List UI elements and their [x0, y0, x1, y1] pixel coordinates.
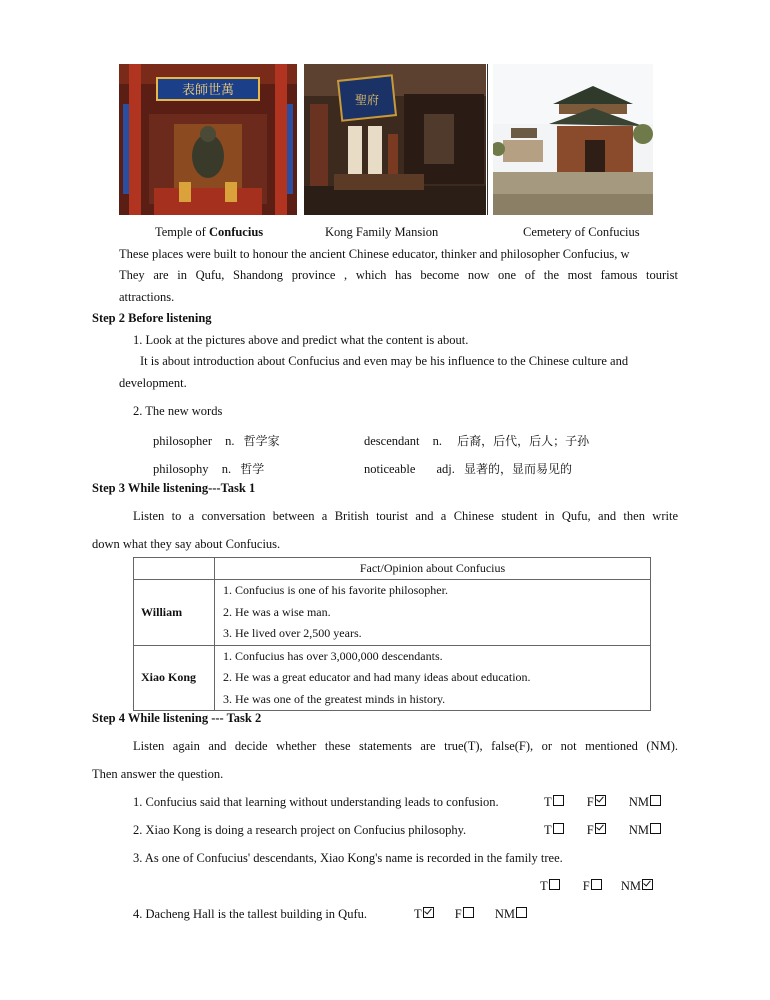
checkbox-f[interactable] [591, 879, 602, 890]
checkbox-f[interactable] [463, 907, 474, 918]
list-item: 1. Confucius has over 3,000,000 descendants. [223, 648, 443, 663]
caption-temple-bold: Confucius [208, 225, 264, 239]
statement-2: 2. Xiao Kong is doing a research project on Confucius philosophy. [133, 823, 467, 837]
option-nm-label: NM [620, 879, 641, 893]
cemetery-photo [493, 64, 653, 215]
list-item: 3. He lived over 2,500 years. [223, 626, 362, 640]
step2-answer-line1: It is about introduction about Confucius and even may be his influence to the Chinese culture and [140, 354, 629, 368]
option-t-label: T [540, 879, 548, 893]
word-descendant [364, 432, 589, 449]
intro-line-1: These places were built to honour the ancient Chinese educator, thinker and philosopher Confucius, w [119, 247, 630, 261]
step4-instr-line2: Then answer the question. [92, 767, 224, 781]
word-term: philosophy [153, 462, 209, 476]
intro-line-2: They are in Qufu, Shandong province , which has become now one of the most famous tourist [119, 268, 678, 282]
caption-temple [155, 225, 263, 240]
word-term: descendant [364, 434, 420, 448]
speaker-items [215, 645, 651, 711]
checkbox-nm[interactable] [650, 823, 661, 834]
checkbox-t[interactable] [553, 823, 564, 834]
fact-opinion-table [133, 557, 651, 711]
word-philosopher [153, 432, 280, 449]
table-corner [134, 558, 215, 580]
word-pos: n. [432, 434, 443, 448]
option-f-label: F [454, 907, 462, 921]
step2-heading: Step 2 Before listening [92, 311, 212, 325]
statement-1: 1. Confucius said that learning without understanding leads to confusion. [133, 795, 499, 809]
photo-divider [487, 64, 488, 215]
checkbox-t[interactable] [423, 907, 434, 918]
option-f-label: F [582, 879, 590, 893]
checkbox-nm[interactable] [516, 907, 527, 918]
step4-instr-line1: Listen again and decide whether these statements are true(T), false(F), or not mentioned (NM). [133, 739, 678, 753]
statement-4-options [414, 907, 527, 922]
statement-1-options [544, 795, 661, 810]
option-f-label: F [586, 795, 594, 809]
step3-heading: Step 3 While listening---Task 1 [92, 481, 256, 495]
table-row [134, 645, 651, 711]
option-t-label: T [544, 823, 552, 837]
word-pos: adj. [436, 462, 455, 476]
table-row [134, 580, 651, 646]
statement-3: 3. As one of Confucius' descendants, Xiao Kong's name is recorded in the family tree. [133, 851, 563, 865]
list-item: 3. He was one of the greatest minds in history. [223, 691, 446, 706]
checkbox-nm[interactable] [642, 879, 653, 890]
word-noticeable [364, 460, 572, 477]
checkbox-nm[interactable] [650, 795, 661, 806]
word-pos: n. [221, 462, 232, 476]
step4-heading: Step 4 While listening --- Task 2 [92, 711, 262, 725]
statement-3-options [540, 879, 653, 894]
word-term: philosopher [153, 434, 213, 448]
temple-photo [119, 64, 297, 215]
word-term: noticeable [364, 462, 416, 476]
word-meaning: 后裔，后代，后人；子孙 [457, 434, 590, 448]
statement-2-options [544, 823, 661, 838]
option-nm-label: NM [494, 907, 515, 921]
mansion-photo [304, 64, 486, 215]
step3-instr-line2: down what they say about Confucius. [92, 537, 281, 551]
speaker-name: William [134, 580, 215, 646]
option-f-label: F [586, 823, 594, 837]
option-nm-label: NM [628, 823, 649, 837]
table-header: Fact/Opinion about Confucius [215, 558, 651, 580]
step2-item2: 2. The new words [133, 404, 223, 418]
checkbox-t[interactable] [549, 879, 560, 890]
option-t-label: T [544, 795, 552, 809]
checkbox-f[interactable] [595, 795, 606, 806]
list-item: 1. Confucius is one of his favorite philosopher. [223, 583, 448, 597]
temple-plaque-text: 表師世萬 [181, 83, 235, 98]
word-meaning: 显著的，显而易见的 [464, 462, 573, 476]
speaker-name: Xiao Kong [134, 645, 215, 711]
speaker-items [215, 580, 651, 646]
checkbox-t[interactable] [553, 795, 564, 806]
caption-mansion: Kong Family Mansion [325, 225, 439, 239]
checkbox-f[interactable] [595, 823, 606, 834]
option-nm-label: NM [628, 795, 649, 809]
statement-4: 4. Dacheng Hall is the tallest building in Qufu. [133, 907, 367, 921]
list-item: 2. He was a great educator and had many ideas about education. [223, 670, 531, 684]
step2-answer-line2: development. [119, 376, 187, 390]
word-meaning: 哲学家 [243, 434, 280, 448]
word-philosophy [153, 460, 264, 477]
step2-item1: 1. Look at the pictures above and predict what the content is about. [133, 333, 469, 347]
option-t-label: T [414, 907, 422, 921]
list-item: 2. He was a wise man. [223, 604, 331, 619]
mansion-plaque-text: 聖府 [354, 93, 380, 107]
word-meaning: 哲学 [240, 462, 265, 476]
intro-line-3: attractions. [119, 290, 175, 304]
step3-instr-line1: Listen to a conversation between a British tourist and a Chinese student in Qufu, and then write [133, 509, 678, 523]
caption-cemetery: Cemetery of Confucius [523, 225, 640, 239]
caption-temple-prefix: Temple of [155, 225, 209, 239]
word-pos: n. [225, 434, 235, 448]
